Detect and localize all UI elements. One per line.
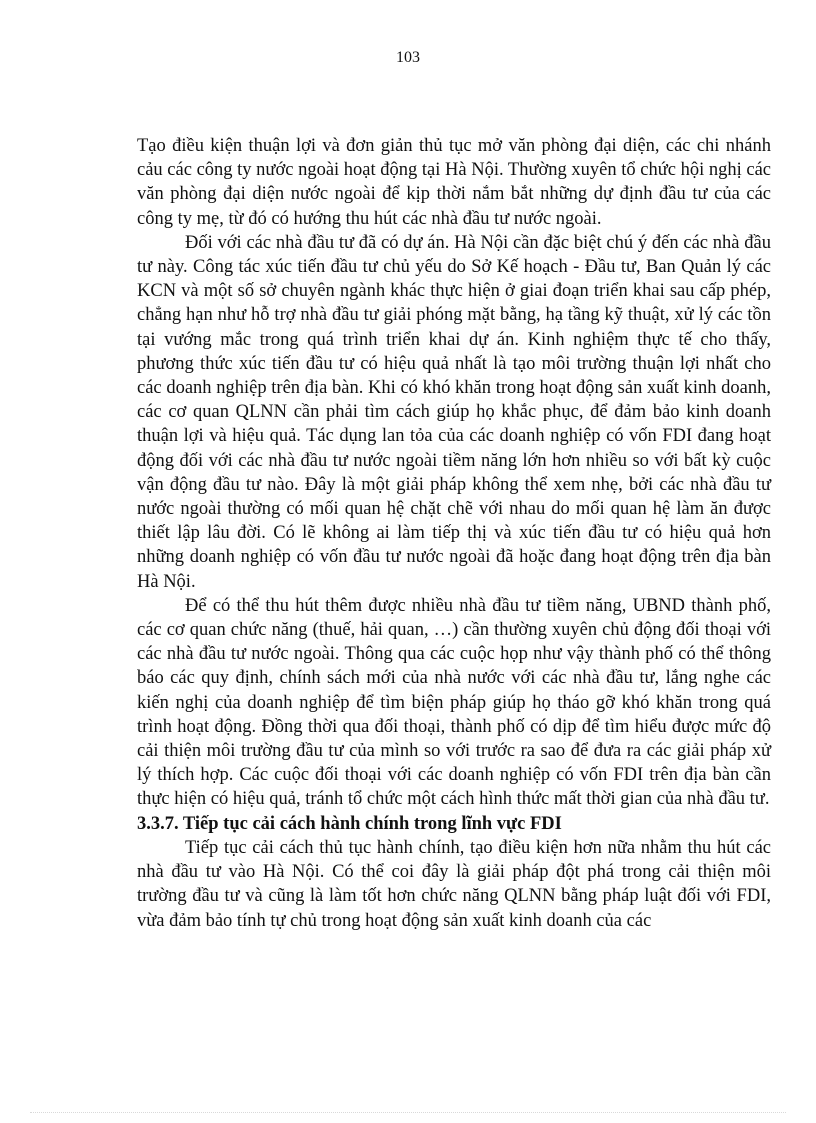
paragraph-2: Đối với các nhà đầu tư đã có dự án. Hà Nội cần đặc biệt chú ý đến các nhà đầu tư này. Công tác xúc tiến đầu tư chủ yếu do Sở Kế hoạch - Đầu tư, Ban Quản lý các KCN và một số sở chuyên ngành khác thực hiện ở giai đoạn triển khai sau cấp phép, chẳng hạn như hỗ trợ nhà đầu tư giải phóng mặt bằng, hạ tầng kỹ thuật, xử lý các tồn tại vướng mắc trong quá trình triển khai dự án. Kinh nghiệm thực tế cho thấy, phương thức xúc tiến đầu tư có hiệu quả nhất là tạo môi trường thuận lợi nhất cho các doanh nghiệp trên địa bàn. Khi có khó khăn trong hoạt động sản xuất kinh doanh, các cơ quan QLNN cần phải tìm cách giúp họ khắc phục, để đảm bảo kinh doanh thuận lợi và hiệu quả. Tác dụng lan tỏa của các doanh nghiệp có vốn FDI đang hoạt động đối với các nhà đầu tư nước ngoài tiềm năng lớn hơn nhiều so với bất kỳ cuộc vận động đầu tư nào. Đây là một giải pháp không thể xem nhẹ, bởi các nhà đầu tư nước ngoài thường có mối quan hệ chặt chẽ với nhau do mối quan hệ làm ăn được thiết lập lâu đời. Có lẽ không ai làm tiếp thị và xúc tiến đầu tư có hiệu quả hơn những doanh nghiệp có vốn đầu tư nước ngoài đã hoặc đang hoạt động trên địa bàn Hà Nội. bbox=[137, 232, 771, 592]
footer-divider bbox=[30, 1112, 786, 1113]
paragraph-1: Tạo điều kiện thuận lợi và đơn giản thủ tục mở văn phòng đại diện, các chi nhánh cảu các công ty nước ngoài hoạt động tại Hà Nội. Thường xuyên tổ chức hội nghị các văn phòng đại diện nước ngoài để kịp thời nắm bắt những dự định đầu tư của các công ty mẹ, từ đó có hướng thu hút các nhà đầu tư nước ngoài. bbox=[137, 136, 771, 229]
section-heading: 3.3.7. Tiếp tục cải cách hành chính trong lĩnh vực FDI bbox=[137, 813, 562, 834]
paragraph-4: Tiếp tục cải cách thủ tục hành chính, tạo điều kiện hơn nữa nhằm thu hút các nhà đầu tư vào Hà Nội. Có thể coi đây là giải pháp đột phá trong cải thiện môi trường đầu tư và cũng là làm tốt hơn chức năng QLNN bằng pháp luật đối với FDI, vừa đảm bảo tính tự chủ trong hoạt động sản xuất kinh doanh của các bbox=[137, 837, 771, 931]
paragraph-3: Để có thể thu hút thêm được nhiều nhà đầu tư tiềm năng, UBND thành phố, các cơ quan chức năng (thuế, hải quan, …) cần thường xuyên chủ động đối thoại với các nhà đầu tư nước ngoài. Thông qua các cuộc họp như vậy thành phố có thể thông báo các quy định, chính sách mới của nhà nước với các nhà đầu tư, lắng nghe các kiến nghị của doanh nghiệp để tìm biện pháp giúp họ tháo gỡ khó khăn trong quá trình hoạt động. Đồng thời qua đối thoại, thành phố có dịp để tìm hiểu được mức độ cải thiện môi trường đầu tư của mình so với trước ra sao để đưa ra các giải pháp xử lý thích hợp. Các cuộc đối thoại với các doanh nghiệp có vốn FDI trên địa bàn cần thực hiện có hiệu quả, tránh tổ chức một cách hình thức mất thời gian của nhà đầu tư. bbox=[137, 595, 771, 810]
document-body bbox=[137, 134, 771, 933]
page-number: 103 bbox=[396, 49, 420, 66]
